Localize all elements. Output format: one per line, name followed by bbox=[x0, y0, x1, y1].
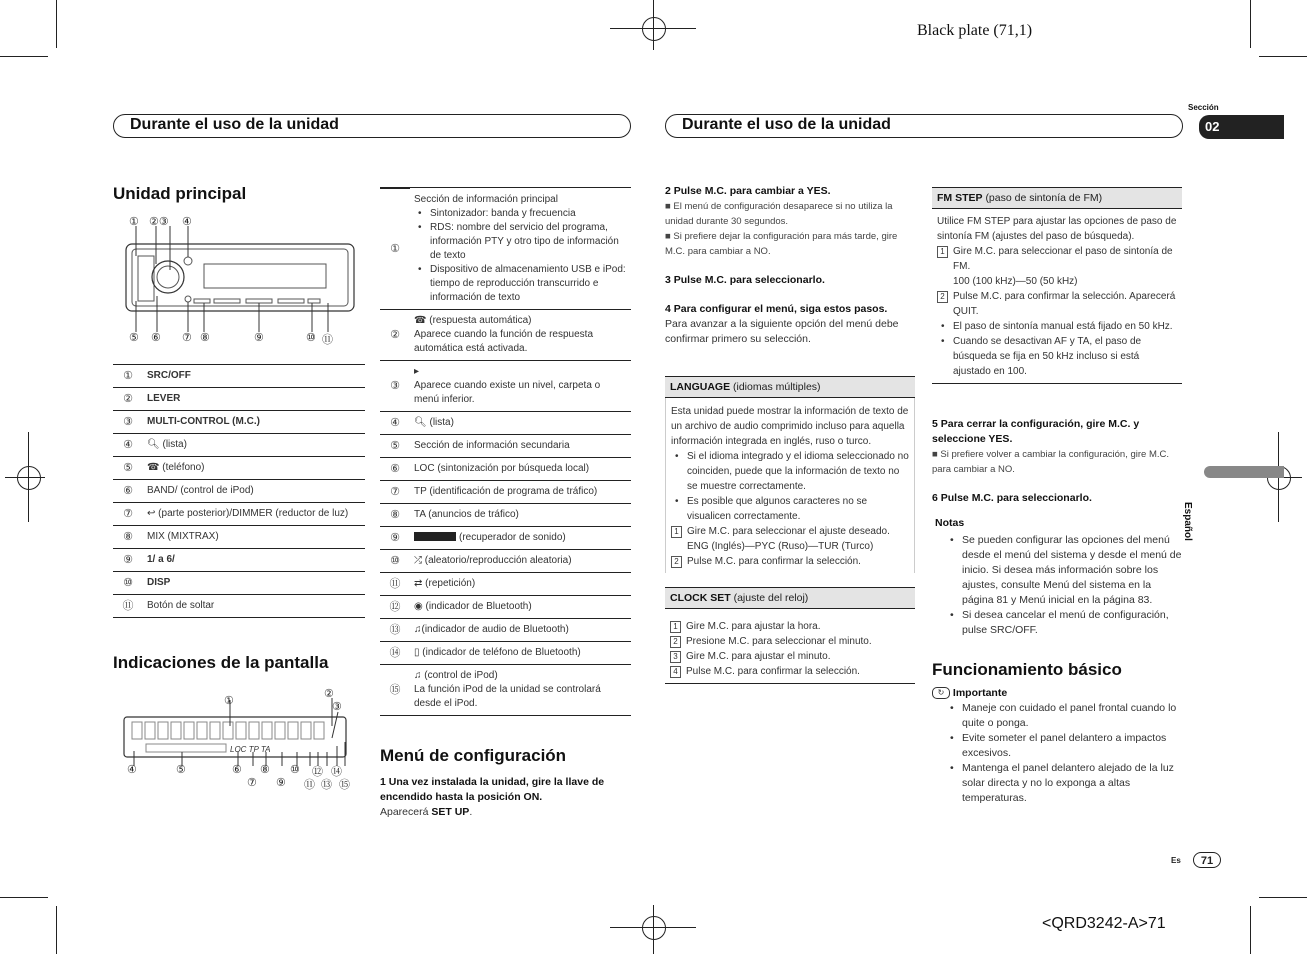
repeat-icon: ⇄ bbox=[414, 577, 426, 589]
language-body bbox=[665, 398, 915, 573]
notas-title: Notas bbox=[935, 517, 965, 529]
list-item: • El paso de sintonía manual está fijado en 50 kHz. bbox=[953, 319, 1177, 334]
footer-code: <QRD3242-A>71 bbox=[1042, 915, 1166, 932]
table-row bbox=[380, 457, 631, 480]
row-text: TA (anuncios de tráfico) bbox=[410, 503, 631, 526]
registration-mark bbox=[17, 466, 41, 490]
row-text: 1/ a 6/ bbox=[143, 549, 365, 572]
row-number: ① bbox=[380, 189, 410, 310]
row-number: ⑭ bbox=[380, 641, 410, 664]
clock-step-2: 2 Presione M.C. para seleccionar el minuto. bbox=[670, 634, 910, 649]
language-block bbox=[665, 376, 915, 573]
auto-answer-icon: ☎︎ bbox=[414, 314, 430, 326]
table-row bbox=[380, 595, 631, 618]
list-item: • Cuando se desactivan AF y TA, el paso de búsqueda se fija en 50 kHz incluso si está ajustado en 100. bbox=[953, 334, 1177, 379]
importante-list bbox=[932, 701, 1184, 806]
ipod-control-icon: ♫ bbox=[414, 669, 425, 681]
callout-7: ⑦ bbox=[182, 332, 192, 344]
table-row bbox=[113, 434, 365, 457]
row-text: (indicador de Bluetooth) bbox=[425, 600, 532, 612]
language-desc: (idiomas múltiples) bbox=[733, 381, 821, 393]
list-item: • RDS: nombre del servicio del programa, información PTY y otro tipo de información de texto bbox=[430, 221, 627, 263]
step-number-1: 1 bbox=[671, 526, 682, 538]
table-row bbox=[380, 309, 631, 360]
row-number: ⑩ bbox=[113, 572, 143, 595]
display-callout-11: ⑪ bbox=[304, 779, 315, 791]
phone-icon: ☎︎ bbox=[147, 462, 163, 473]
step-1-value: SET UP bbox=[431, 806, 470, 818]
phone-icon: ▯ bbox=[414, 646, 423, 658]
list-item: • Si desea cancelar el menú de configuración, pulse SRC/OFF. bbox=[962, 608, 1184, 638]
row-number: ⑥ bbox=[380, 457, 410, 480]
row-number: ③ bbox=[380, 360, 410, 411]
table-row bbox=[380, 503, 631, 526]
table-row bbox=[113, 572, 365, 595]
header-right-title: Durante el uso de la unidad bbox=[682, 116, 891, 133]
page-lang: Es bbox=[1171, 856, 1181, 865]
menu-config-title: Menú de configuración bbox=[380, 746, 567, 765]
row-text: Aparece cuando existe un nivel, carpeta o menú inferior. bbox=[414, 379, 601, 405]
clock-step-4: 4 Pulse M.C. para confirmar la selección. bbox=[670, 664, 910, 679]
display-callout-1: ① bbox=[224, 695, 234, 707]
display-callout-15: ⑮ bbox=[339, 779, 350, 791]
funcionamiento-title: Funcionamiento básico bbox=[932, 660, 1122, 679]
table-row bbox=[113, 595, 365, 618]
row-number: ⑥ bbox=[113, 480, 143, 503]
language-options: ENG (Inglés)—PYC (Ruso)—TUR (Turco) bbox=[687, 541, 874, 552]
black-plate-label: Black plate (71,1) bbox=[917, 22, 1033, 39]
table-row bbox=[380, 189, 631, 310]
row-number: ⑧ bbox=[380, 503, 410, 526]
row-number: ⑨ bbox=[380, 526, 410, 549]
display-indicators: LOC TP TA bbox=[230, 745, 271, 754]
table-row bbox=[113, 480, 365, 503]
list-item: • Maneje con cuidado el panel frontal cuando lo quite o ponga. bbox=[962, 701, 1184, 731]
table-row bbox=[380, 480, 631, 503]
search-icon: 🔍︎ bbox=[147, 439, 163, 450]
display-callout-2: ② bbox=[324, 688, 334, 700]
importante-heading: ↻ Importante bbox=[932, 686, 1184, 701]
header-left-title: Durante el uso de la unidad bbox=[130, 116, 339, 133]
row-text: (indicador de audio de Bluetooth) bbox=[421, 623, 569, 635]
row-number: ⑦ bbox=[380, 480, 410, 503]
clock-step-1: 1 Gire M.C. para ajustar la hora. bbox=[670, 619, 910, 634]
row-number: ① bbox=[113, 365, 143, 388]
list-item: • Se pueden configurar las opciones del menú desde el menú del sistema y desde el menú de inicio. Si desea más información sobre los ajustes, consulte Menú del sistema en la página 81 y Menú inicial en la página 83. bbox=[962, 533, 1184, 608]
row-text: (teléfono) bbox=[162, 462, 205, 473]
fm-text: Utilice FM STEP para ajustar las opciones de paso de sintonía FM (ajustes del paso de búsqueda). bbox=[937, 216, 1177, 242]
row-number: ⑩ bbox=[380, 549, 410, 572]
row-text: (parte posterior)/DIMMER (reductor de luz) bbox=[158, 508, 349, 519]
page-number: 71 bbox=[1193, 852, 1221, 868]
row-text: (respuesta automática) bbox=[429, 314, 532, 326]
row-text: DISP bbox=[143, 572, 365, 595]
table-row bbox=[113, 503, 365, 526]
crop-mark bbox=[0, 897, 48, 898]
row-text: (indicador de teléfono de Bluetooth) bbox=[422, 646, 581, 658]
row-text: Botón de soltar bbox=[143, 595, 365, 618]
table-row bbox=[113, 365, 365, 388]
display-callout-10: ⑩ bbox=[290, 764, 300, 776]
crop-mark bbox=[56, 906, 57, 954]
display-callout-5: ⑤ bbox=[176, 764, 186, 776]
list-item: • Dispositivo de almacenamiento USB e iPod: tiempo de reproducción transcurrido e información de texto bbox=[430, 263, 627, 305]
table-row bbox=[380, 360, 631, 411]
clock-header bbox=[665, 587, 915, 609]
display-info-table bbox=[380, 187, 631, 716]
section-number: 02 bbox=[1205, 119, 1220, 134]
clock-block bbox=[665, 587, 915, 684]
back-icon: ↩ bbox=[147, 508, 159, 519]
step-2-heading: 2 Pulse M.C. para cambiar a YES. bbox=[665, 185, 831, 197]
language-step-2: 2 Pulse M.C. para confirmar la selección. bbox=[671, 554, 909, 569]
fm-desc: (paso de sintonía de FM) bbox=[985, 192, 1103, 204]
step-6-heading: 6 Pulse M.C. para seleccionarlo. bbox=[932, 492, 1092, 504]
step-4-text: Para avanzar a la siguiente opción del menú debe confirmar primero su selección. bbox=[665, 318, 899, 345]
table-row bbox=[113, 457, 365, 480]
table-row bbox=[113, 411, 365, 434]
row-text: (recuperador de sonido) bbox=[459, 531, 566, 543]
fm-options: 100 (100 kHz)—50 (50 kHz) bbox=[953, 276, 1078, 287]
row-number: ⑫ bbox=[380, 595, 410, 618]
table-row bbox=[380, 664, 631, 715]
row-number: ⑨ bbox=[113, 549, 143, 572]
head-unit-diagram bbox=[124, 214, 364, 349]
bluetooth-icon: ◉ bbox=[414, 600, 426, 612]
display-callout-4: ④ bbox=[127, 764, 137, 776]
step-2-note-2: ■ Si prefiere dejar la configuración para más tarde, gire M.C. para cambiar a NO. bbox=[665, 231, 898, 257]
row-text: Aparece cuando la función de respuesta automática está activada. bbox=[414, 328, 594, 354]
display-callout-3: ③ bbox=[332, 701, 342, 713]
step-4-heading: 4 Para configurar el menú, siga estos pasos. bbox=[665, 303, 888, 315]
section-number-tab bbox=[1199, 115, 1284, 139]
display-callout-6: ⑥ bbox=[232, 764, 242, 776]
note-text: Si prefiere dejar la configuración para más tarde, gire M.C. para cambiar a NO. bbox=[665, 231, 898, 257]
list-item: • Es posible que algunos caracteres no se visualicen correctamente. bbox=[687, 494, 909, 524]
sound-retriever-icon bbox=[414, 532, 456, 541]
crop-mark bbox=[1250, 0, 1251, 48]
steps-5-6 bbox=[932, 417, 1184, 638]
crop-mark bbox=[0, 56, 48, 57]
clock-desc: (ajuste del reloj) bbox=[733, 592, 809, 604]
list-item: • Si el idioma integrado y el idioma seleccionado no coinciden, puede que la información de texto no se muestre correctamente. bbox=[687, 449, 909, 494]
callout-4: ④ bbox=[182, 216, 192, 228]
table-row bbox=[380, 411, 631, 434]
display-callout-8: ⑧ bbox=[260, 764, 270, 776]
callout-6: ⑥ bbox=[151, 332, 161, 344]
row-text: Sección de información principal bbox=[414, 193, 558, 205]
callout-11: ⑪ bbox=[322, 334, 333, 346]
unidad-principal-title: Unidad principal bbox=[113, 184, 247, 203]
row-text: SRC/OFF bbox=[143, 365, 365, 388]
row-number: ⑤ bbox=[380, 434, 410, 457]
step-3-heading: 3 Pulse M.C. para seleccionarlo. bbox=[665, 274, 825, 286]
language-step-1: 1 Gire M.C. para seleccionar el ajuste deseado. bbox=[671, 524, 909, 539]
step-5-note: ■ Si prefiere volver a cambiar la configuración, gire M.C. para cambiar a NO. bbox=[932, 449, 1170, 475]
menu-step-1: 1 Una vez instalada la unidad, gire la llave de encendido hasta la posición ON. Aparecerá SET UP. bbox=[380, 775, 632, 820]
display-callout-14: ⑭ bbox=[331, 766, 342, 778]
language-label: LANGUAGE bbox=[670, 381, 731, 393]
callout-10: ⑩ bbox=[306, 332, 316, 344]
row-number: ⑦ bbox=[113, 503, 143, 526]
section-label: Sección bbox=[1188, 103, 1219, 112]
row-text: (lista) bbox=[162, 439, 187, 450]
display-callout-12: ⑫ bbox=[312, 766, 323, 778]
row-number: ⑬ bbox=[380, 618, 410, 641]
row-text: (repetición) bbox=[425, 577, 476, 589]
row-text: TP (identificación de programa de tráfico) bbox=[410, 480, 631, 503]
header-left bbox=[113, 114, 631, 138]
registration-mark bbox=[642, 916, 666, 940]
row-text: La función iPod de la unidad se controlará desde el iPod. bbox=[414, 683, 601, 709]
display-diagram bbox=[120, 686, 365, 796]
note-text: El menú de configuración desaparece si no utiliza la unidad durante 30 segundos. bbox=[665, 201, 893, 227]
crop-mark bbox=[1259, 897, 1307, 898]
row-text: MULTI-CONTROL (M.C.) bbox=[143, 411, 365, 434]
folder-level-icon: ▸ bbox=[414, 365, 420, 377]
list-item: • Evite someter el panel delantero a impactos excesivos. bbox=[962, 731, 1184, 761]
row-text: BAND/ (control de iPod) bbox=[143, 480, 365, 503]
table-row bbox=[113, 526, 365, 549]
row-text: LEVER bbox=[143, 388, 365, 411]
fm-label: FM STEP bbox=[937, 192, 983, 204]
crop-mark bbox=[1259, 56, 1307, 57]
fm-body bbox=[932, 209, 1182, 383]
row-number: ⑮ bbox=[380, 664, 410, 715]
table-row bbox=[113, 388, 365, 411]
callout-2-3: ②③ bbox=[149, 216, 169, 228]
header-right bbox=[665, 114, 1183, 138]
row-number: ④ bbox=[113, 434, 143, 457]
row-text: MIX (MIXTRAX) bbox=[143, 526, 365, 549]
row-number: ⑤ bbox=[113, 457, 143, 480]
fm-step-2: 2 Pulse M.C. para confirmar la selección. Aparecerá QUIT. bbox=[937, 289, 1177, 319]
table-row bbox=[113, 549, 365, 572]
callout-1: ① bbox=[129, 216, 139, 228]
row-text: (aleatorio/reproducción aleatoria) bbox=[424, 554, 572, 566]
crop-mark bbox=[1250, 906, 1251, 954]
callout-5: ⑤ bbox=[129, 332, 139, 344]
language-text: Esta unidad puede mostrar la información de texto de un archivo de audio comprimido incluso para aquella información integrada en inglés, ruso o turco. bbox=[671, 406, 909, 447]
shuffle-icon: ⤮ bbox=[414, 554, 425, 566]
registration-mark bbox=[642, 17, 666, 41]
row-number: ② bbox=[380, 309, 410, 360]
head-unit-illustration bbox=[124, 214, 364, 349]
fm-step-block bbox=[932, 187, 1182, 384]
language-tab bbox=[1204, 466, 1284, 478]
table-row bbox=[380, 549, 631, 572]
language-header bbox=[665, 376, 915, 398]
row-number: ② bbox=[113, 388, 143, 411]
search-icon: 🔍︎ bbox=[414, 416, 430, 428]
table-row bbox=[380, 572, 631, 595]
importante-block bbox=[932, 686, 1184, 806]
language-tab-label: Español bbox=[1182, 502, 1193, 541]
music-note-icon: ♫ bbox=[414, 623, 422, 635]
callout-9: ⑨ bbox=[254, 332, 264, 344]
indicaciones-title: Indicaciones de la pantalla bbox=[113, 653, 329, 672]
step-5-heading: 5 Para cerrar la configuración, gire M.C. y seleccione YES. bbox=[932, 418, 1140, 445]
row-text: (control de iPod) bbox=[424, 669, 498, 681]
row-number: ③ bbox=[113, 411, 143, 434]
crop-mark bbox=[56, 0, 57, 48]
row-text: Sección de información secundaria bbox=[410, 434, 631, 457]
clock-body bbox=[665, 609, 915, 683]
unit-parts-table bbox=[113, 364, 365, 618]
table-row bbox=[380, 434, 631, 457]
row-number: ⑪ bbox=[380, 572, 410, 595]
fm-header bbox=[932, 187, 1182, 209]
clock-step-3: 3 Gire M.C. para ajustar el minuto. bbox=[670, 649, 910, 664]
row-number: ⑧ bbox=[113, 526, 143, 549]
row-text: (lista) bbox=[429, 416, 454, 428]
list-item: • Mantenga el panel delantero alejado de la luz solar directa y no lo exponga a altas temperaturas. bbox=[962, 761, 1184, 806]
important-icon: ↻ bbox=[932, 687, 950, 699]
callout-8: ⑧ bbox=[200, 332, 210, 344]
display-callout-9: ⑨ bbox=[276, 777, 286, 789]
clock-label: CLOCK SET bbox=[670, 592, 731, 604]
fm-step-1: 1 Gire M.C. para seleccionar el paso de sintonía de FM. bbox=[937, 244, 1177, 274]
table-row bbox=[380, 618, 631, 641]
row-text: LOC (sintonización por búsqueda local) bbox=[410, 457, 631, 480]
step-1-text: Aparecerá bbox=[380, 806, 429, 818]
display-callout-7: ⑦ bbox=[247, 777, 257, 789]
step-1-heading: 1 Una vez instalada la unidad, gire la llave de encendido hasta la posición ON. bbox=[380, 776, 605, 803]
display-callout-13: ⑬ bbox=[321, 779, 332, 791]
table-row bbox=[380, 641, 631, 664]
step-2-note-1: ■ El menú de configuración desaparece si no utiliza la unidad durante 30 segundos. bbox=[665, 201, 893, 227]
row-number: ⑪ bbox=[113, 595, 143, 618]
steps-2-4 bbox=[665, 184, 915, 347]
row-number: ④ bbox=[380, 411, 410, 434]
notas-list bbox=[932, 533, 1184, 638]
table-row bbox=[380, 526, 631, 549]
step-number-2: 2 bbox=[671, 556, 682, 568]
list-item: • Sintonizador: banda y frecuencia bbox=[430, 207, 627, 221]
